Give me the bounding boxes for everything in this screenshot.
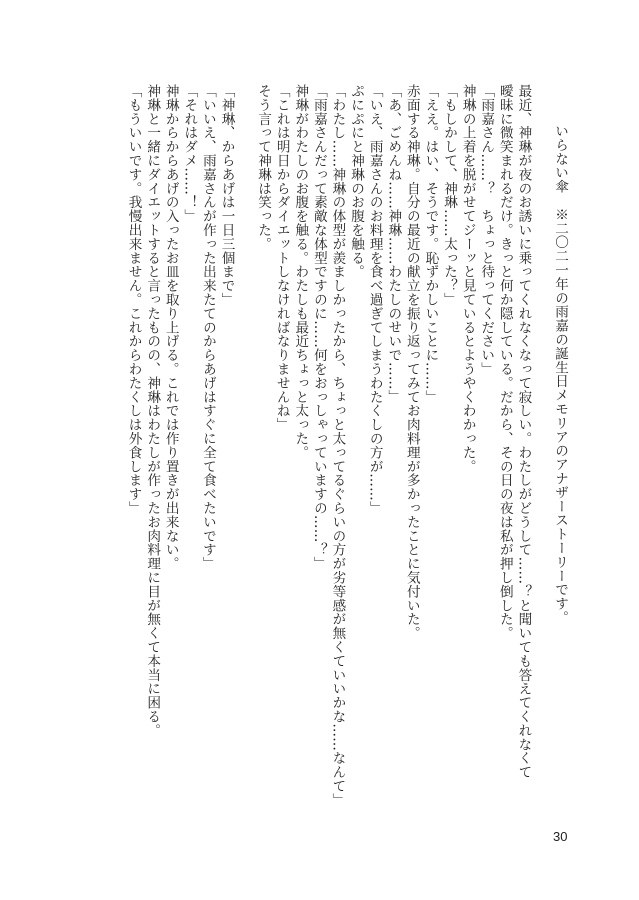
text-line: 「わたし……神琳の体型が羨ましかったから、ちょっと太ってるぐらいの方が劣等感が無くていいかな……なんて」 bbox=[329, 84, 346, 807]
text-line: 「これは明日からダイエットしなければなりませんね」 bbox=[273, 84, 290, 432]
text-line: そう言って神琳は笑った。 bbox=[255, 84, 272, 251]
text-line: 赤面する神琳。自分の最近の献立を振り返ってみてお肉料理が多かったことに気付いた。 bbox=[403, 84, 420, 640]
text-line: 「神琳、からあげは一日三個まで」 bbox=[218, 84, 235, 307]
text-line: 神琳からからあげの入ったお皿を取り上げる。これでは作り置きが出来ない。 bbox=[162, 84, 179, 571]
page-number: 30 bbox=[553, 829, 568, 844]
text-line: 「いいえ、雨嘉さんが作った出来たてのからあげはすぐに全て食べたいです」 bbox=[199, 84, 216, 571]
text-line: 「あ、ごめんね……神琳……わたしのせいで……」 bbox=[385, 84, 402, 404]
paragraph-gap bbox=[236, 84, 254, 784]
text-line: 神琳と一緒にダイエットすると言ったものの、神琳はわたしが作ったお肉料理に目が無くて本当に困る。 bbox=[144, 84, 161, 738]
page-title: いらない傘 ※二〇二一年の雨嘉の誕生日メモリアのアナザーストーリーです。 bbox=[552, 124, 568, 625]
text-line: 神琳の上着を脱がせてジーッと見ているとようやくわかった。 bbox=[459, 84, 476, 474]
vertical-text-block bbox=[69, 84, 569, 807]
text-line: 「いえ、雨嘉さんのお料理を食べ過ぎてしまうわたくしの方が……」 bbox=[366, 84, 383, 515]
text-line: 曖昧に微笑まれるだけ。きっと何か隠している。だから、その日の夜は私が押し倒した。 bbox=[496, 84, 513, 640]
text-line: 「ええ。はい、そうです。恥ずかしいことに……」 bbox=[422, 84, 439, 404]
text-line: 「もういいです。我慢出来ません。これからわたくしは外食します」 bbox=[125, 84, 142, 515]
text-line: 「雨嘉さんだって素敵な体型ですのに……何をおっしゃっていますの……？」 bbox=[310, 84, 327, 571]
text-line: 「雨嘉さん……？ ちょっと待ってください」 bbox=[478, 84, 495, 376]
text-line: 「もしかして、神琳……太った？」 bbox=[441, 84, 458, 307]
text-line: ぷにぷにと神琳のお腹を触る。 bbox=[348, 84, 365, 279]
text-line: 神琳がわたしのお腹を触る。わたしも最近ちょっと太った。 bbox=[292, 84, 309, 460]
text-line: 最近、神琳が夜のお誘いに乗ってくれなくなって寂しい。わたしがどうして……？と聞いても答えてくれなくて bbox=[515, 84, 532, 779]
text-line: 「それはダメ……！」 bbox=[181, 84, 198, 223]
